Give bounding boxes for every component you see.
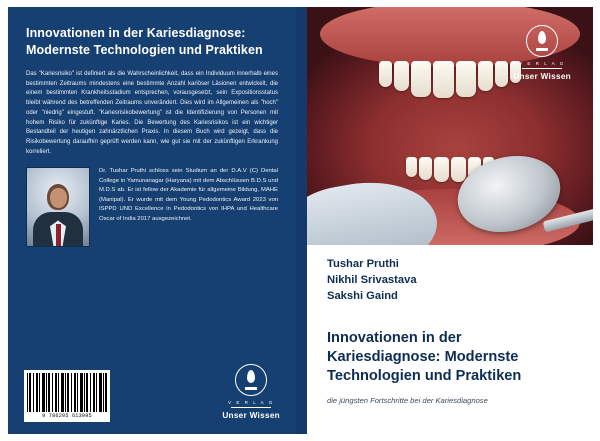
back-cover-panel — [8, 7, 296, 434]
publisher-name-front: Unser Wissen — [513, 72, 571, 81]
publisher-verlag-label-front: V E R L A G — [518, 61, 566, 66]
publisher-verlag-label-back: V E R L A G — [227, 400, 275, 405]
flame-logo-icon — [235, 364, 267, 396]
book-spine — [296, 7, 307, 434]
back-cover-blurb: Das "Kariesrisiko" ist definiert als die Wahrscheinlichkeit, dass ein Individuum innerhalb eines bestimmten Zeitraums mindestens eine bestimmte Anzahl kariöser Läsionen entwickelt, die einem bestimmten Krankheitsstadium entsprechen, vorausgesetzt, sein Expositionsstatus bleibt während des betreffenden Zeitraums unverändert. Dies wird im Allgemeinen als "hoch" oder "niedrig" eingestuft. "Kariesrisikobewertung" ist die Identifizierung von Personen mit hohem Risiko für zukünftige Karies. Die Bewertung des Kariesrisikos ist ein wichtiger Bestandteil der heutigen zahnärztlichen Praxis. In diesem Buch wird gezeigt, dass die Risikobewertung daraufhin geprüft werden kann, wie gut sie mit der zukünftigen Erkrankung korreliert. — [26, 71, 278, 155]
publisher-logo-front — [513, 25, 571, 81]
front-cover-text — [307, 245, 593, 434]
author-photo — [26, 167, 90, 247]
cover-photo-dental-exam — [307, 7, 593, 245]
front-cover-subtitle: die jüngsten Fortschritte bei der Kariesdiagnose — [327, 395, 488, 405]
publisher-name-back: Unser Wissen — [222, 411, 280, 420]
author-name: Tushar Pruthi — [327, 258, 399, 270]
front-cover-panel — [307, 7, 593, 434]
barcode-bars — [27, 373, 107, 412]
author-list — [327, 257, 573, 305]
publisher-logo-back — [222, 364, 280, 420]
flame-logo-icon-front — [526, 25, 558, 57]
author-name: Sakshi Gaind — [327, 289, 398, 302]
barcode-number: 9 786205 613995 — [42, 413, 92, 419]
back-cover-title: Innovationen in der Kariesdiagnose: Modernste Technologien und Praktiken — [26, 26, 263, 57]
front-cover-title: Innovationen in der Kariesdiagnose: Modernste Technologien und Praktiken — [327, 329, 522, 384]
author-name: Nikhil Srivastava — [327, 273, 417, 286]
author-block — [26, 167, 278, 247]
barcode — [24, 370, 110, 422]
author-bio: Dr. Tushar Pruthi schloss sein Studium an der D.A.V (C) Dental College in Yamunanagar (Haryana) mit dem Abschlüssen B.D.S und M.D.S ab. Er ist fellow der Akademie für allgemeine Bildung, MAHE (Manipal). Er wurde mit dem Young Pedodontics Award 2023 von ISPPD UND Excellence in Pedodontics von IHPA und Healthcare Oscar of India 2017 ausgezeichnet. — [99, 168, 278, 222]
